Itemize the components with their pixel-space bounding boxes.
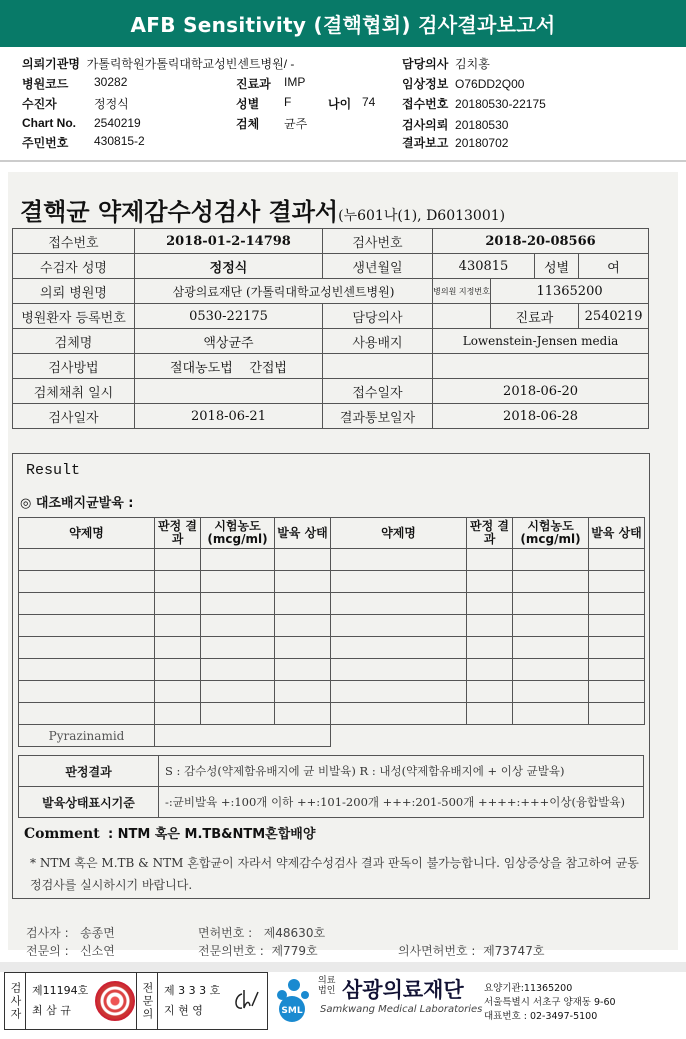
specialist-no: 제 3 3 3 호 bbox=[164, 984, 221, 997]
table-cell bbox=[331, 681, 467, 703]
table-cell bbox=[155, 615, 201, 637]
examiner-info bbox=[26, 973, 100, 1029]
license bbox=[198, 924, 325, 941]
table-cell bbox=[589, 615, 645, 637]
table-cell bbox=[513, 659, 589, 681]
table-cell bbox=[331, 615, 467, 637]
table-cell bbox=[467, 681, 513, 703]
table-cell bbox=[19, 549, 155, 571]
legend-value-judgement: S : 감수성(약제함유배지에 균 비발육) R : 내성(약제함유배지에 + 이상 균발육) bbox=[159, 756, 644, 787]
specialist-number bbox=[198, 942, 318, 959]
institution-value: 가톨릭학원가톨릭대학교성빈센트병원/ - bbox=[86, 57, 295, 71]
specimen-name-label: 검체명 bbox=[13, 329, 135, 354]
hospital-code-field bbox=[22, 75, 128, 92]
header-row-1 bbox=[22, 55, 294, 72]
table-cell bbox=[331, 703, 467, 725]
header-concentration: 시험농도 (mcg/ml) bbox=[201, 518, 275, 549]
table-cell bbox=[331, 571, 467, 593]
comment bbox=[24, 823, 315, 842]
table-cell bbox=[589, 681, 645, 703]
report-title-bar bbox=[0, 0, 686, 47]
table-cell bbox=[275, 571, 331, 593]
empty-cell bbox=[433, 354, 649, 379]
table-cell bbox=[19, 681, 155, 703]
doctor-license bbox=[398, 942, 544, 959]
method-indirect: 간접법 bbox=[249, 360, 287, 376]
table-row bbox=[13, 229, 649, 254]
control-medium-label: ◎ 대조배지균발육 : bbox=[20, 496, 134, 511]
sex-value-cell: 여 bbox=[579, 254, 649, 279]
table-row bbox=[19, 681, 645, 703]
table-row bbox=[19, 549, 645, 571]
table-cell bbox=[19, 593, 155, 615]
table-row bbox=[19, 593, 645, 615]
specialist-label: 전문의 : bbox=[26, 944, 69, 958]
table-cell bbox=[513, 637, 589, 659]
comment-text: : NTM 혹은 M.TB&NTM혼합배양 bbox=[107, 827, 316, 842]
table-cell bbox=[19, 703, 155, 725]
birth-label: 생년월일 bbox=[323, 254, 433, 279]
patient-name-label: 수검자 성명 bbox=[13, 254, 135, 279]
table-row bbox=[19, 637, 645, 659]
age-label: 나이 bbox=[328, 97, 352, 111]
table-cell bbox=[155, 571, 201, 593]
table-row bbox=[13, 304, 649, 329]
table-cell bbox=[201, 659, 275, 681]
table-cell bbox=[201, 703, 275, 725]
method-label: 검사방법 bbox=[13, 354, 135, 379]
receipt-date-value: 2018-06-20 bbox=[433, 379, 649, 404]
table-cell bbox=[467, 659, 513, 681]
document-title bbox=[20, 192, 505, 227]
specimen-info-table bbox=[12, 228, 649, 429]
logo-text: SML bbox=[281, 1006, 303, 1016]
table-cell bbox=[467, 549, 513, 571]
table-cell bbox=[201, 549, 275, 571]
table-cell bbox=[467, 593, 513, 615]
sex-label: 성별 bbox=[236, 97, 260, 111]
org-name: 삼광의료재단 bbox=[342, 978, 464, 1002]
doctor-field bbox=[402, 55, 490, 72]
report-title: AFB Sensitivity (결핵협회) 검사결과보고서 bbox=[130, 13, 556, 37]
age-value: 74 bbox=[362, 95, 376, 109]
table-cell bbox=[331, 549, 467, 571]
examiner-name: 송종면 bbox=[80, 926, 115, 940]
document-title-text: 결핵균 약제감수성검사 결과서 bbox=[20, 197, 339, 226]
accept-no-label: 접수번호 bbox=[13, 229, 135, 254]
examiner bbox=[26, 924, 115, 941]
empty-cell bbox=[323, 354, 433, 379]
doctor-label: 담당의사 bbox=[402, 57, 449, 71]
table-row bbox=[13, 354, 649, 379]
table-cell bbox=[589, 637, 645, 659]
table-row bbox=[19, 756, 644, 787]
sex-label-cell: 성별 bbox=[535, 254, 579, 279]
examiner-footer-name: 최 삼 규 bbox=[32, 1004, 71, 1017]
table-cell bbox=[513, 571, 589, 593]
age-field bbox=[328, 95, 376, 112]
hospital-name-label: 의뢰 병원명 bbox=[13, 279, 135, 304]
table-cell bbox=[513, 549, 589, 571]
collect-date-value bbox=[135, 379, 323, 404]
table-cell bbox=[155, 637, 201, 659]
resident-no-value: 430815-2 bbox=[94, 134, 145, 148]
attending-doctor-label: 담당의사 bbox=[323, 304, 433, 329]
table-cell bbox=[201, 681, 275, 703]
doctor-license-value: 제73747호 bbox=[483, 944, 545, 958]
table-row bbox=[19, 725, 645, 747]
header-growth-right: 발육 상태 bbox=[589, 518, 645, 549]
sex-value: F bbox=[284, 95, 292, 109]
table-cell bbox=[589, 593, 645, 615]
license-value: 제48630호 bbox=[263, 926, 326, 940]
result-label: Result bbox=[26, 462, 81, 479]
signature-icon bbox=[230, 986, 262, 1016]
table-row bbox=[13, 254, 649, 279]
exam-no-value: 2018-20-08566 bbox=[433, 229, 649, 254]
clinical-info-value: O76DD2Q00 bbox=[455, 77, 525, 91]
table-row bbox=[19, 787, 644, 818]
table-cell bbox=[513, 681, 589, 703]
table-cell bbox=[513, 593, 589, 615]
report-date-value: 20180702 bbox=[455, 136, 509, 150]
spec-no-label: 전문의번호 : bbox=[198, 944, 264, 958]
request-date-value: 20180530 bbox=[455, 118, 509, 132]
table-cell bbox=[589, 549, 645, 571]
chart-no-value: 2540219 bbox=[94, 116, 141, 130]
table-cell bbox=[19, 571, 155, 593]
reg-no-label: 병원환자 등록번호 bbox=[13, 304, 135, 329]
attending-doctor-value bbox=[433, 304, 491, 329]
table-cell bbox=[331, 659, 467, 681]
specialist bbox=[26, 942, 115, 959]
clinical-info-label: 임상정보 bbox=[402, 77, 449, 91]
hospital-code-value: 30282 bbox=[94, 75, 128, 89]
dept-cell-label: 진료과 bbox=[491, 304, 579, 329]
table-cell bbox=[331, 593, 467, 615]
footer-divider bbox=[0, 962, 686, 972]
table-row bbox=[19, 571, 645, 593]
header-growth: 발육 상태 bbox=[275, 518, 331, 549]
header-judgement-right: 판정 결과 bbox=[467, 518, 513, 549]
seal-icon bbox=[95, 981, 135, 1021]
table-row bbox=[19, 703, 645, 725]
table-cell bbox=[589, 703, 645, 725]
legend-value-growth: -:균비발육 +:100개 이하 ++:101-200개 +++:201-500개 ++++:+++이상(융합발육) bbox=[159, 787, 644, 818]
receipt-no-value: 20180530-22175 bbox=[455, 97, 546, 111]
method-value bbox=[135, 354, 323, 379]
sex-field bbox=[236, 95, 292, 112]
care-institution-no: 요양기관:11365200 bbox=[484, 983, 573, 994]
specialist-footer-name: 지 현 영 bbox=[164, 1004, 203, 1017]
specialist-info bbox=[158, 973, 230, 1029]
patient-value: 정정식 bbox=[94, 97, 129, 111]
table-row bbox=[13, 329, 649, 354]
empty-cell bbox=[331, 725, 645, 747]
request-date-label: 검사의뢰 bbox=[402, 118, 449, 132]
table-cell bbox=[275, 637, 331, 659]
dept-field bbox=[236, 75, 306, 92]
method-absolute: 절대농도법 bbox=[169, 360, 233, 376]
table-row bbox=[19, 659, 645, 681]
table-cell bbox=[19, 659, 155, 681]
table-cell bbox=[467, 571, 513, 593]
header-concentration-right: 시험농도 (mcg/ml) bbox=[513, 518, 589, 549]
table-row bbox=[13, 379, 649, 404]
exam-date-value: 2018-06-21 bbox=[135, 404, 323, 429]
resident-no-label: 주민번호 bbox=[22, 136, 69, 150]
examiner-label: 검사자 : bbox=[26, 926, 69, 940]
table-cell bbox=[155, 593, 201, 615]
org-phone: 대표번호 : 02-3497-5100 bbox=[484, 1011, 598, 1022]
doctor-value: 김치홍 bbox=[455, 57, 490, 71]
table-cell bbox=[19, 615, 155, 637]
legend-table bbox=[18, 755, 644, 818]
specimen-label: 검체 bbox=[236, 117, 260, 131]
accept-no-value: 2018-01-2-14798 bbox=[135, 229, 323, 254]
note-text: * NTM 혹은 M.TB & NTM 혼합균이 자라서 약제감수성검사 결과 판독이 불가능합니다. 임상증상을 참고하여 균동정검사를 실시하시기 바랍니다. bbox=[30, 856, 639, 892]
specimen-value: 균주 bbox=[284, 117, 308, 131]
table-cell bbox=[275, 659, 331, 681]
table-cell bbox=[513, 703, 589, 725]
patient-field bbox=[22, 95, 129, 112]
org-address: 서울특별시 서초구 양재동 9-60 bbox=[484, 997, 616, 1008]
receipt-no-field bbox=[402, 95, 546, 112]
dept-label: 진료과 bbox=[236, 77, 271, 91]
table-cell bbox=[275, 615, 331, 637]
table-cell bbox=[155, 681, 201, 703]
sml-logo bbox=[272, 975, 312, 1023]
table-cell bbox=[331, 637, 467, 659]
table-cell bbox=[201, 593, 275, 615]
report-date-label: 결과보고 bbox=[402, 136, 449, 150]
report-notify-date-value: 2018-06-28 bbox=[433, 404, 649, 429]
clinical-info-field bbox=[402, 75, 524, 92]
license-label: 면허번호 : bbox=[198, 926, 253, 940]
request-date-field bbox=[402, 116, 508, 133]
table-cell bbox=[155, 703, 201, 725]
table-cell bbox=[275, 549, 331, 571]
table-cell bbox=[275, 681, 331, 703]
patient-name-value: 정정식 bbox=[135, 254, 323, 279]
header-drug: 약제명 bbox=[19, 518, 155, 549]
hospital-code-label: 병원코드 bbox=[22, 77, 69, 91]
table-cell bbox=[201, 637, 275, 659]
table-cell bbox=[467, 637, 513, 659]
empty-cell bbox=[155, 725, 331, 747]
table-cell bbox=[19, 637, 155, 659]
doctor-license-label: 의사면허번호 : bbox=[398, 944, 476, 958]
patient-label: 수진자 bbox=[22, 97, 57, 111]
comment-label: Comment bbox=[24, 826, 100, 842]
table-cell bbox=[155, 659, 201, 681]
table-row bbox=[13, 279, 649, 304]
spec-no-value: 제779호 bbox=[271, 944, 318, 958]
medium-value: Lowenstein-Jensen media bbox=[433, 329, 649, 354]
table-cell bbox=[467, 703, 513, 725]
table-cell bbox=[467, 615, 513, 637]
drug-result-table bbox=[18, 517, 645, 747]
drug-pyrazinamide: Pyrazinamid bbox=[19, 725, 155, 747]
chart-no-field bbox=[22, 116, 141, 130]
specimen-name-value: 액상균주 bbox=[135, 329, 323, 354]
table-cell bbox=[589, 659, 645, 681]
table-cell bbox=[275, 593, 331, 615]
document-code: (누601나(1), D6013001) bbox=[338, 208, 506, 224]
medium-label: 사용배지 bbox=[323, 329, 433, 354]
reg-no-value: 0530-22175 bbox=[135, 304, 323, 329]
header-divider bbox=[0, 160, 686, 162]
hospital-no-label: 병의원 지정번호 bbox=[433, 279, 491, 304]
specialist-name: 신소연 bbox=[80, 944, 115, 958]
org-prefix: 의료법인 bbox=[318, 976, 336, 996]
exam-date-label: 검사일자 bbox=[13, 404, 135, 429]
hospital-no-value: 11365200 bbox=[491, 279, 649, 304]
report-notify-date-label: 결과통보일자 bbox=[323, 404, 433, 429]
receipt-no-label: 접수번호 bbox=[402, 97, 449, 111]
specialist-signature bbox=[227, 973, 265, 1029]
legend-key-judgement: 판정결과 bbox=[19, 756, 159, 787]
receipt-date-label: 접수일자 bbox=[323, 379, 433, 404]
org-english-name: Samkwang Medical Laboratories bbox=[320, 1004, 483, 1015]
table-cell bbox=[201, 571, 275, 593]
signature-box bbox=[4, 972, 268, 1030]
table-cell bbox=[201, 615, 275, 637]
table-cell bbox=[589, 571, 645, 593]
chart-no-label: Chart No. bbox=[22, 116, 76, 130]
hospital-name-value: 삼광의료재단 (가톨릭대학교성빈센트병원) bbox=[135, 279, 433, 304]
dept-cell-value: 2540219 bbox=[579, 304, 649, 329]
examiner-seal bbox=[94, 973, 137, 1029]
institution-label: 의뢰기관명 bbox=[22, 57, 80, 71]
header-judgement: 판정 결과 bbox=[155, 518, 201, 549]
collect-date-label: 검체채취 일시 bbox=[13, 379, 135, 404]
specimen-field bbox=[236, 115, 308, 132]
report-date-field bbox=[402, 134, 508, 151]
examiner-role: 검사자 bbox=[5, 973, 26, 1029]
table-row bbox=[19, 615, 645, 637]
exam-no-label: 검사번호 bbox=[323, 229, 433, 254]
table-cell bbox=[513, 615, 589, 637]
legend-key-growth: 발육상태표시기준 bbox=[19, 787, 159, 818]
table-row bbox=[13, 404, 649, 429]
sml-logo-icon bbox=[272, 975, 312, 1023]
header-drug-right: 약제명 bbox=[331, 518, 467, 549]
table-cell bbox=[155, 549, 201, 571]
resident-no-field bbox=[22, 134, 145, 151]
dept-value: IMP bbox=[284, 75, 306, 89]
table-cell bbox=[275, 703, 331, 725]
specialist-role: 전문의 bbox=[137, 973, 158, 1029]
birth-value: 430815 bbox=[433, 254, 535, 279]
table-header-row bbox=[19, 518, 645, 549]
examiner-no: 제11194호 bbox=[32, 984, 89, 997]
